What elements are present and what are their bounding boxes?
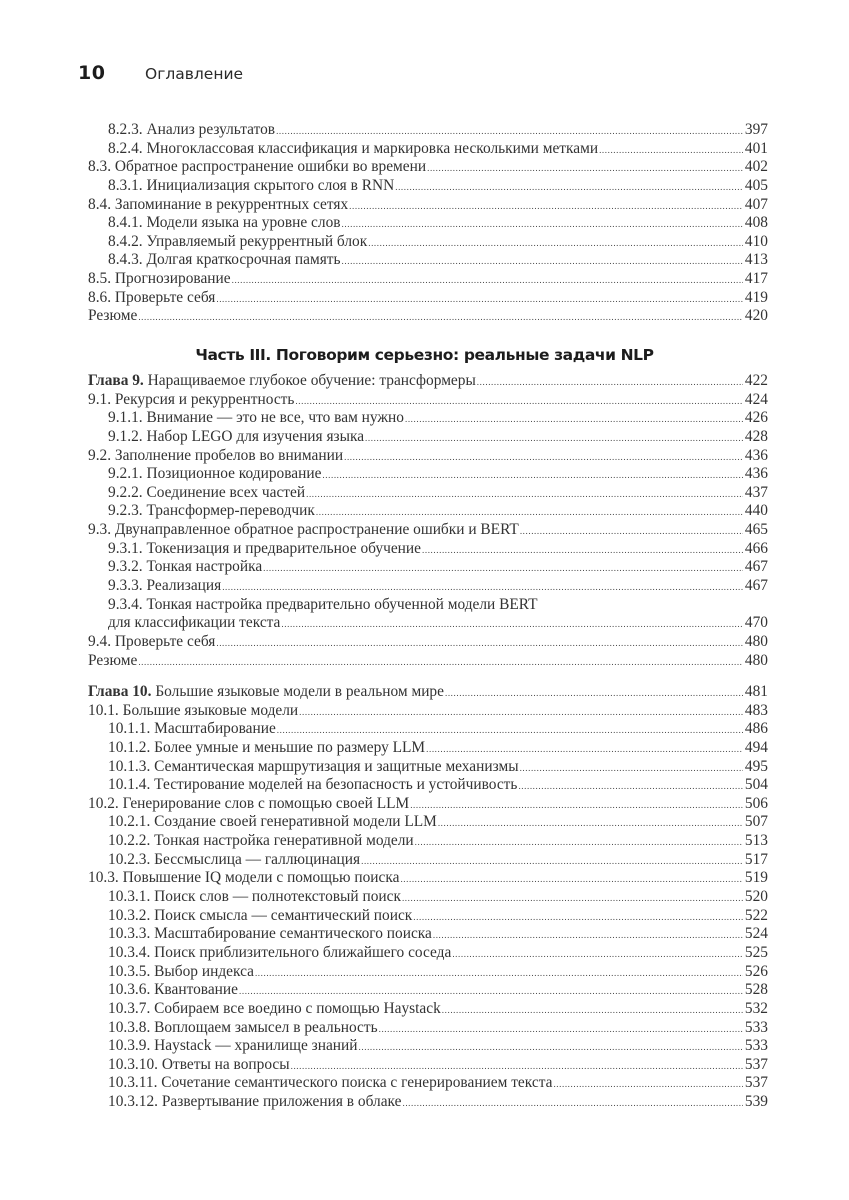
toc-entry[interactable] — [88, 540, 768, 559]
dot-leader — [422, 540, 743, 560]
page-header — [78, 62, 243, 88]
dot-leader — [299, 702, 743, 722]
entry-label: 8.6. Проверьте себя — [88, 288, 216, 306]
chapter-prefix: Глава 10. — [88, 683, 152, 700]
toc-entry[interactable] — [88, 1037, 768, 1056]
entry-label: 8.3. Обратное распространение ошибки во времени — [88, 158, 427, 176]
entry-label: 8.4. Запоминание в рекуррентных сетях — [88, 195, 349, 213]
toc-entry[interactable] — [88, 270, 768, 289]
toc-entry[interactable] — [88, 944, 768, 963]
dot-leader — [239, 981, 743, 1001]
toc-entry[interactable] — [88, 577, 768, 596]
dot-leader — [368, 233, 743, 253]
dot-leader — [276, 121, 743, 141]
dot-leader — [344, 447, 743, 467]
page-ref: 402 — [744, 158, 768, 176]
entry-label: 10.2.2. Тонкая настройка генеративной модели — [108, 832, 414, 850]
page-ref: 428 — [744, 427, 768, 445]
dot-leader — [365, 428, 743, 448]
dot-leader — [405, 409, 743, 429]
dot-leader — [306, 484, 743, 504]
entry-label: 8.2.3. Анализ результатов — [108, 121, 276, 138]
toc-entry[interactable] — [88, 196, 768, 215]
dot-leader — [520, 758, 743, 778]
entry-label: 10.3.9. Haystack — хранилище знаний — [108, 1037, 358, 1055]
page-ref: 486 — [744, 720, 768, 738]
dot-leader — [426, 739, 743, 759]
page-ref: 405 — [744, 176, 768, 194]
page-ref: 397 — [744, 121, 768, 138]
toc-entry[interactable] — [88, 447, 768, 466]
entry-label: 10.3.6. Квантование — [108, 981, 238, 999]
entry-label: 10.1.4. Тестирование моделей на безопасность и устойчивость — [108, 776, 518, 794]
chapter-heading[interactable] — [88, 683, 768, 702]
page-ref: 437 — [744, 483, 768, 501]
toc-chapter-8-continuation — [88, 121, 768, 326]
entry-label: 10.2.3. Бессмыслица — галлюцинация — [108, 850, 361, 868]
toc-entry[interactable] — [88, 795, 768, 814]
dot-leader — [402, 1093, 742, 1113]
dot-leader — [413, 907, 743, 927]
toc-entry[interactable] — [88, 1056, 768, 1075]
page-ref: 440 — [744, 502, 768, 520]
entry-label: 10.3. Повышение IQ модели с помощью поиска — [88, 869, 400, 887]
entry-label: 10.2. Генерирование слов с помощью своей LLM — [88, 794, 410, 812]
entry-label: 8.4.1. Модели языка на уровне слов — [108, 214, 341, 232]
page-ref: 419 — [744, 288, 768, 306]
entry-label: 9.2.1. Позиционное кодирование — [108, 465, 322, 483]
dot-leader — [599, 140, 743, 160]
toc-entry[interactable] — [88, 633, 768, 652]
page-ref: 504 — [744, 776, 768, 794]
dot-leader — [400, 869, 742, 889]
page-ref: 436 — [744, 446, 768, 464]
dot-leader — [438, 813, 743, 833]
chapter-prefix: Глава 9. — [88, 372, 144, 389]
entry-label: 8.2.4. Многоклассовая классификация и маркировка несколькими метками — [108, 139, 599, 157]
toc-entry[interactable] — [88, 907, 768, 926]
toc-entry[interactable] — [88, 391, 768, 410]
page-ref: 407 — [744, 195, 768, 213]
entry-label: 10.3.12. Развертывание приложения в облаке — [108, 1093, 402, 1111]
toc-entry[interactable] — [88, 233, 768, 252]
entry-label: 9.2. Заполнение пробелов во внимании — [88, 446, 344, 464]
dot-leader — [295, 391, 743, 411]
toc-entry[interactable] — [88, 121, 768, 140]
toc-entry[interactable] — [88, 869, 768, 888]
dot-leader — [291, 1056, 743, 1076]
page-ref: 532 — [744, 999, 768, 1017]
entry-label: 10.3.2. Поиск смысла — семантический поиск — [108, 906, 413, 924]
chapter-title: Большие языковые модели в реальном мире — [155, 683, 444, 700]
entry-label: 10.3.11. Сочетание семантического поиска с генерированием текста — [108, 1074, 553, 1092]
page-ref: 401 — [744, 139, 768, 157]
toc-chapter-10 — [88, 683, 768, 1112]
page-ref: 506 — [744, 794, 768, 812]
page-ref: 522 — [744, 906, 768, 924]
toc-entry[interactable] — [88, 925, 768, 944]
toc-entry[interactable] — [88, 1000, 768, 1019]
entry-label: 10.3.1. Поиск слов — полнотекстовый поиск — [108, 888, 401, 906]
dot-leader — [410, 795, 743, 815]
dot-leader — [316, 502, 743, 522]
entry-label: 9.3.1. Токенизация и предварительное обучение — [108, 539, 421, 557]
toc-entry[interactable] — [88, 521, 768, 540]
dot-leader — [395, 177, 743, 197]
dot-leader — [138, 652, 743, 672]
dot-leader — [452, 944, 743, 964]
page-ref: 470 — [744, 614, 768, 632]
running-title: Оглавление — [145, 65, 244, 83]
page-ref: 436 — [744, 465, 768, 483]
page-ref: 420 — [744, 307, 768, 325]
toc-entry[interactable] — [88, 776, 768, 795]
page-ref: 426 — [744, 409, 768, 427]
entry-label: 9.3.3. Реализация — [108, 577, 222, 595]
toc-entry[interactable] — [88, 1074, 768, 1093]
page-ref: 537 — [744, 1074, 768, 1092]
dot-leader — [518, 776, 742, 796]
toc-entry[interactable] — [88, 888, 768, 907]
dot-leader — [402, 888, 743, 908]
entry-label: Резюме — [88, 307, 138, 325]
page-ref: 537 — [744, 1055, 768, 1073]
page-ref: 525 — [744, 943, 768, 961]
entry-label: 10.3.7. Собираем все воедино с помощью Haystack — [108, 999, 441, 1017]
page-ref: 424 — [744, 390, 768, 408]
page-ref: 495 — [744, 757, 768, 775]
page-ref: 480 — [744, 651, 768, 669]
toc-entry[interactable] — [88, 251, 768, 270]
toc-entry[interactable] — [88, 1093, 768, 1112]
toc-chapter-9 — [88, 372, 768, 670]
dot-leader — [427, 158, 743, 178]
page-ref: 410 — [744, 232, 768, 250]
page-ref: 483 — [744, 701, 768, 719]
toc-entry-line1[interactable] — [88, 596, 768, 615]
toc-entry[interactable] — [88, 702, 768, 721]
dot-leader — [255, 963, 743, 983]
dot-leader — [277, 720, 743, 740]
toc-entry[interactable] — [88, 140, 768, 159]
page-ref: 466 — [744, 539, 768, 557]
page-ref: 520 — [744, 888, 768, 906]
page-ref: 413 — [744, 251, 768, 269]
toc-entry[interactable] — [88, 981, 768, 1000]
dot-leader — [433, 925, 743, 945]
toc-entry[interactable] — [88, 307, 768, 326]
entry-label: 9.2.3. Трансформер-переводчик — [108, 502, 315, 520]
toc-entry[interactable] — [88, 832, 768, 851]
toc-entry[interactable] — [88, 409, 768, 428]
toc-entry[interactable] — [88, 214, 768, 233]
entry-label: 9.3.2. Тонкая настройка — [108, 558, 263, 576]
dot-leader — [442, 1000, 743, 1020]
page-ref: 408 — [744, 214, 768, 232]
page-ref: 533 — [744, 1018, 768, 1036]
toc-entry[interactable] — [88, 963, 768, 982]
page-ref: 480 — [744, 632, 768, 650]
page-ref: 465 — [744, 521, 768, 539]
chapter-title: Наращиваемое глубокое обучение: трансформеры — [147, 372, 476, 389]
page-ref: 539 — [744, 1093, 768, 1111]
page-ref: 533 — [744, 1037, 768, 1055]
entry-label: 10.3.5. Выбор индекса — [108, 962, 254, 980]
page-ref: 422 — [744, 372, 768, 389]
entry-label: 9.3. Двунаправленное обратное распространение ошибки и BERT — [88, 521, 519, 539]
toc-entry[interactable] — [88, 558, 768, 577]
entry-label: Резюме — [88, 651, 138, 669]
page-ref: 481 — [744, 683, 768, 700]
entry-label: 9.1. Рекурсия и рекуррентность — [88, 390, 295, 408]
entry-label: 9.1.1. Внимание — это не все, что вам нужно — [108, 409, 404, 427]
dot-leader — [477, 372, 743, 392]
dot-leader — [222, 577, 743, 597]
toc-entry[interactable] — [88, 758, 768, 777]
toc-entry-line2[interactable] — [88, 614, 768, 633]
entry-label: 10.3.4. Поиск приблизительного ближайшего соседа — [108, 943, 452, 961]
dot-leader — [361, 851, 743, 871]
page-ref: 467 — [744, 558, 768, 576]
dot-leader — [359, 1037, 743, 1057]
toc-entry[interactable] — [88, 851, 768, 870]
toc-entry[interactable] — [88, 720, 768, 739]
page-ref: 417 — [744, 270, 768, 288]
entry-label: 9.3.4. Тонкая настройка предварительно обученной модели BERT — [108, 595, 538, 613]
entry-label: 8.4.2. Управляемый рекуррентный блок — [108, 232, 368, 250]
dot-leader — [232, 270, 743, 290]
dot-leader — [342, 214, 743, 234]
page-ref: 526 — [744, 962, 768, 980]
dot-leader — [216, 289, 743, 309]
toc-entry[interactable] — [88, 177, 768, 196]
page-ref: 528 — [744, 981, 768, 999]
entry-label: 9.4. Проверьте себя — [88, 632, 216, 650]
toc-entry[interactable] — [88, 502, 768, 521]
dot-leader — [445, 683, 743, 703]
entry-label: 10.3.3. Масштабирование семантического поиска — [108, 925, 432, 943]
dot-leader — [379, 1019, 743, 1039]
entry-label: 10.3.10. Ответы на вопросы — [108, 1055, 290, 1073]
toc-entry[interactable] — [88, 158, 768, 177]
page-number: 10 — [78, 62, 106, 84]
dot-leader — [263, 558, 743, 578]
entry-label: для классификации текста — [108, 614, 281, 632]
dot-leader — [553, 1074, 742, 1094]
part-heading: Часть III. Поговорим серьезно: реальные задачи NLP — [195, 346, 654, 364]
dot-leader — [342, 251, 743, 271]
dot-leader — [349, 196, 743, 216]
entry-label: 10.1.1. Масштабирование — [108, 720, 276, 738]
entry-label: 9.1.2. Набор LEGO для изучения языка — [108, 427, 365, 445]
page-ref: 467 — [744, 577, 768, 595]
page-ref: 524 — [744, 925, 768, 943]
toc-entry[interactable] — [88, 465, 768, 484]
entry-label: 8.5. Прогнозирование — [88, 270, 231, 288]
entry-label: 10.2.1. Создание своей генеративной модели LLM — [108, 813, 437, 831]
toc-entry[interactable] — [88, 652, 768, 671]
toc-entry[interactable] — [88, 289, 768, 308]
toc-entry[interactable] — [88, 1019, 768, 1038]
toc-entry[interactable] — [88, 813, 768, 832]
page-ref: 507 — [744, 813, 768, 831]
entry-label: 10.1. Большие языковые модели — [88, 701, 299, 719]
page-ref: 494 — [744, 738, 768, 756]
entry-label: 9.2.2. Соединение всех частей — [108, 483, 306, 501]
chapter-heading[interactable] — [88, 372, 768, 391]
entry-label: 8.4.3. Долгая краткосрочная память — [108, 251, 341, 269]
dot-leader — [520, 521, 743, 541]
entry-label: 8.3.1. Инициализация скрытого слоя в RNN — [108, 176, 395, 194]
dot-leader — [216, 633, 743, 653]
page-ref: 517 — [744, 850, 768, 868]
toc-entry[interactable] — [88, 739, 768, 758]
dot-leader — [322, 465, 742, 485]
page-ref: 519 — [744, 869, 768, 887]
dot-leader — [281, 614, 743, 634]
dot-leader — [415, 832, 743, 852]
entry-label: 10.3.8. Воплощаем замысел в реальность — [108, 1018, 378, 1036]
entry-label: 10.1.3. Семантическая маршрутизация и защитные механизмы — [108, 757, 519, 775]
toc-entry[interactable] — [88, 484, 768, 503]
entry-label: 10.1.2. Более умные и меньшие по размеру LLM — [108, 738, 426, 756]
dot-leader — [138, 307, 743, 327]
page-ref: 513 — [744, 832, 768, 850]
toc-entry[interactable] — [88, 428, 768, 447]
